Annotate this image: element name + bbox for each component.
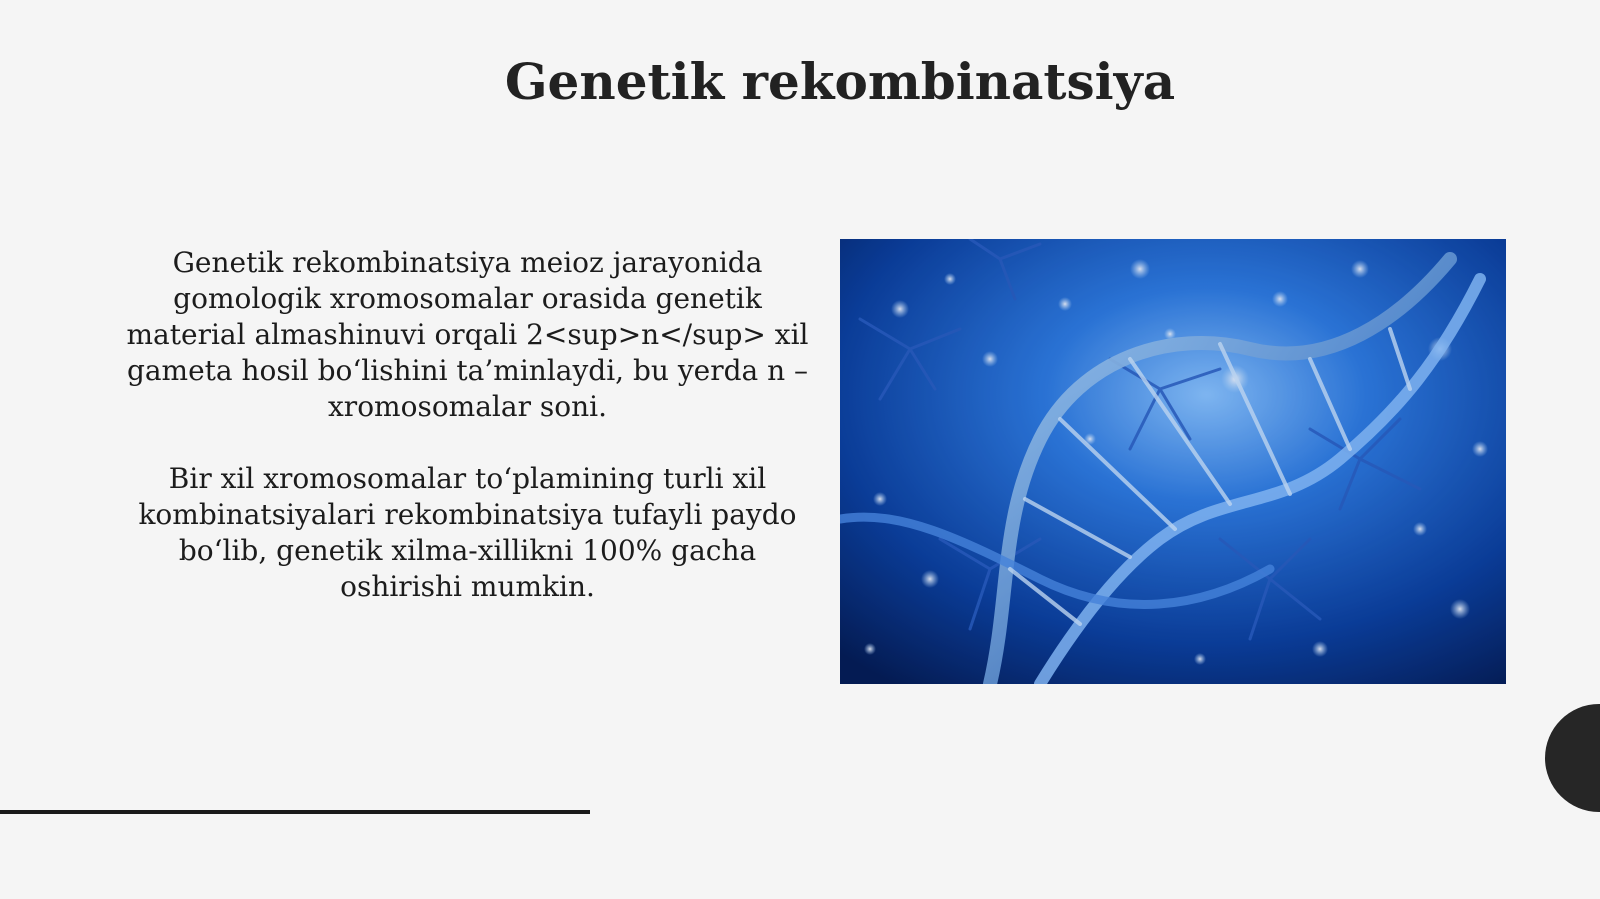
bottom-divider-line — [0, 810, 590, 814]
paragraph-2: Bir xil xromosomalar to‘plamining turli xil kombinatsiyalari rekombinatsiya tufayli paydo bo‘lib, genetik xilma-xillikni 100% gacha oshirishi mumkin. — [138, 462, 797, 603]
dna-image — [840, 239, 1506, 684]
corner-decoration — [1545, 704, 1600, 812]
slide-title: Genetik rekombinatsiya — [504, 52, 1176, 111]
paragraph-1: Genetik rekombinatsiya meioz jarayonida gomologik xromosomalar orasida genetik material almashinuvi orqali 2<sup>n</sup> xil gameta hosil bo‘lishini ta’minlaydi, bu yerda n – xromosomalar soni. — [126, 246, 809, 423]
body-text — [115, 245, 820, 605]
